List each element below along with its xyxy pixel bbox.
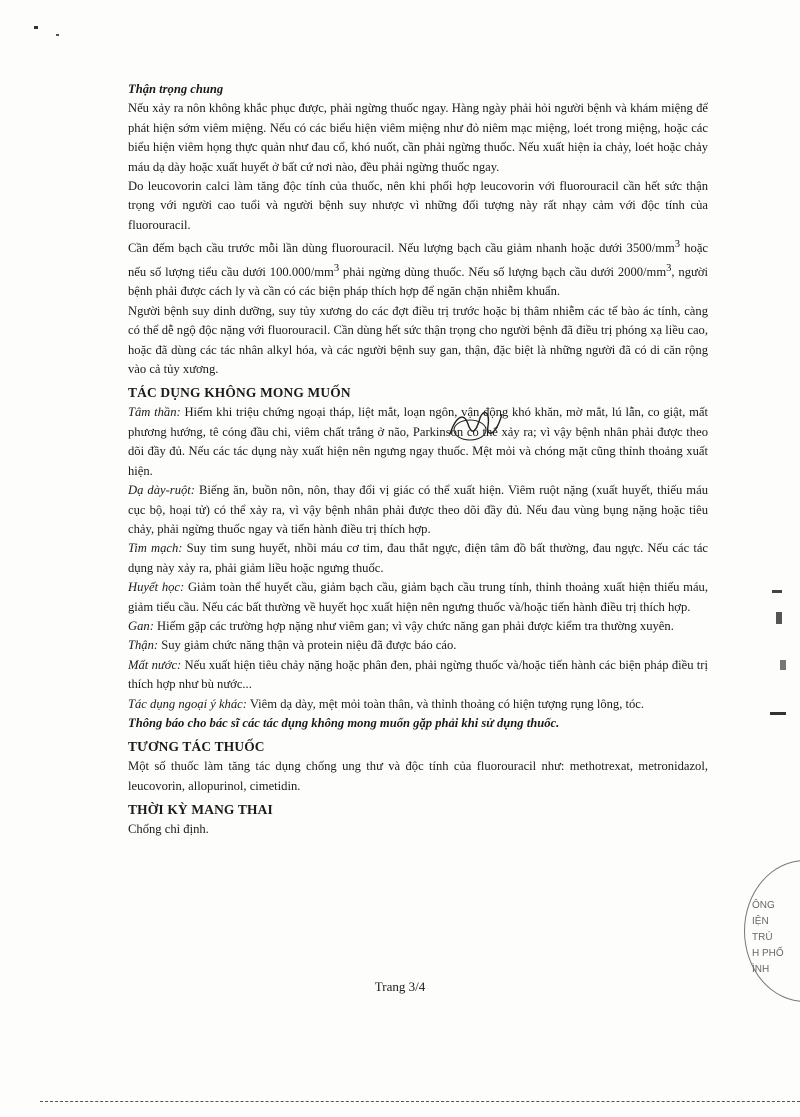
paragraph-hematology [128,578,708,617]
edge-mark [772,590,782,593]
paragraph-kidney [128,636,708,655]
label-cardiovascular: Tim mạch: [128,541,183,556]
paragraph-precautions-3 [128,235,708,302]
bottom-border-line [40,1101,800,1102]
paragraph-precautions-2: Do leucovorin calci làm tăng độc tính của thuốc, nên khi phối hợp leucovorin với fluorouracil cần hết sức thận trọng với người cao tuổi và người bệnh suy nhược vì những đối tượng này rất nhạy cảm với độc tính của fluorouracil. [128,179,708,232]
paragraph-other-effects [128,695,708,714]
superscript: 3 [674,239,681,251]
paragraph-precautions-1: Nếu xảy ra nôn không khắc phục được, phải ngừng thuốc ngay. Hàng ngày phải hỏi người bệnh và khám miệng để phát hiện sớm viêm miệng. Nếu có các biểu hiện viêm miệng như đỏ niêm mạc miệng, loét trong miệng, hoặc các biểu hiện viêm họng thực quản như đau cổ, khó nuốt, cần phải ngừng thuốc. Nếu xuất hiện ỉa chảy, loét hoặc chảy máu dạ dày hoặc xuất huyết ở bất cứ nơi nào, đều phải ngừng thuốc ngay. [128,101,708,174]
stamp-line: ÔNG [752,900,775,911]
section-heading-pregnancy: THỜI KỲ MANG THAI [128,802,273,818]
stamp-text [752,898,784,978]
notice-report-to-doctor: Thông báo cho bác sĩ các tác dụng không mong muốn gặp phải khi sử dụng thuốc. [128,715,560,730]
text-segment: phải ngừng dùng thuốc. Nếu số lượng bạch cầu dưới 2000/mm [339,265,667,280]
paragraph-precautions-4: Người bệnh suy dinh dưỡng, suy tủy xương do các đợt điều trị trước hoặc bị thâm nhiễm các tế bào ác tính, càng có thể dễ ngộ độc nặng với fluorouracil. Cần dùng hết sức thận trọng cho người bệnh đã điều trị phóng xạ liều cao, hoặc đã dùng các tác nhân alkyl hóa, và các người bệnh suy gan, thận, đặc biệt là những người đã có di căn rộng vào cả tủy xương. [128,303,708,377]
text-cardiovascular: Suy tim sung huyết, nhồi máu cơ tim, đau thắt ngực, điện tâm đồ bất thường, đau ngực. Nếu các tác dụng này xảy ra, phải giảm liều hoặc ngưng thuốc. [128,541,708,575]
stamp-line: TRÚ [752,932,773,943]
label-psychiatric: Tâm thần: [128,405,181,420]
edge-mark [776,612,782,624]
document-body [128,80,708,840]
scan-speck [56,34,59,36]
stamp-line: ÌNH [752,964,770,975]
text-liver: Hiếm gặp các trường hợp nặng như viêm gan; vì vậy chức năng gan phải được kiểm tra thường xuyên. [153,618,674,633]
text-dehydration: Nếu xuất hiện tiêu chảy nặng hoặc phân đen, phải ngừng thuốc và/hoặc tiến hành các biện pháp điều trị thích hợp như bù nước... [128,657,709,692]
text-hematology: Giảm toàn thể huyết cầu, giảm bạch cầu, giảm bạch cầu trung tính, thỉnh thoảng xuất hiện thiếu máu, giảm tiểu cầu. Nếu các bất thường về huyết học xuất hiện nên ngưng thuốc và/hoặc tiến hành điều trị thích hợp. [128,580,708,614]
label-hematology: Huyết học: [128,580,185,595]
text-other-effects: Viêm dạ dày, mệt mỏi toàn thân, và thỉnh thoảng có hiện tượng rụng lông, tóc. [246,696,645,711]
superscript: 3 [333,262,340,274]
paragraph-drug-interactions: Một số thuốc làm tăng tác dụng chống ung thư và độc tính của fluorouracil như: methotrexat, metronidazol, leucovorin, allopurinol, cimetidin. [128,759,708,793]
text-kidney: Suy giảm chức năng thận và protein niệu đã được báo cáo. [158,638,457,653]
edge-mark [770,712,786,715]
paragraph-psychiatric [128,403,708,481]
text-segment: , người bệnh phải được cách ly và cần có các biện pháp thích hợp để ngăn chặn nhiễm khuẩn. [128,265,708,299]
label-liver: Gan: [128,618,154,633]
page-number: Trang 3/4 [374,979,426,994]
label-dehydration: Mất nước: [128,657,182,672]
section-heading-drug-interactions: TƯƠNG TÁC THUỐC [128,739,265,755]
label-other-effects: Tác dụng ngoại ý khác: [128,696,247,711]
scan-speck [34,26,38,29]
text-psychiatric: Hiếm khi triệu chứng ngoại tháp, liệt mắt, loạn ngôn, vận động khó khăn, mờ mắt, lú lẫn, co giật, mất phương hướng, tê cóng đầu chi, viêm chất trắng ở não, Parkinson có thể xảy ra; vì vậy bệnh nhân phải được theo dõi đầy đủ. Nếu các tác dụng này xuất hiện nên ngưng ngay thuốc. Mệt mỏi và chóng mặt cũng thỉnh thoảng xuất hiện. [128,405,708,478]
superscript: 3 [666,262,672,274]
section-heading-adverse-effects: TÁC DỤNG KHÔNG MONG MUỐN [128,385,351,401]
text-segment: hoặc nếu số lượng tiểu cầu dưới 100.000/mm [128,241,708,280]
section-title-precautions: Thận trọng chung [128,82,224,96]
label-gastrointestinal: Dạ dày-ruột: [128,483,195,498]
paragraph-dehydration [128,656,708,695]
label-kidney: Thận: [128,638,159,653]
paragraph-pregnancy: Chống chỉ định. [128,822,209,837]
paragraph-gastrointestinal [128,481,708,539]
stamp-line: H PHỐ [752,948,784,959]
stamp-line: IỆN [752,916,769,927]
handwritten-signature [446,406,506,446]
text-segment: Cần đếm bạch cầu trước mỗi lần dùng fluorouracil. Nếu lượng bạch cầu giảm nhanh hoặc dưới 3500/mm [128,241,675,256]
edge-mark [780,660,786,670]
text-gastrointestinal: Biếng ăn, buồn nôn, nôn, thay đổi vị giác có thể xuất hiện. Viêm ruột nặng (xuất huyết, thiếu máu cục bộ, hoại tử) có thể xảy ra, vì vậy bệnh nhân phải được theo dõi đầy đủ. Nếu đau vùng bụng nặng hoặc tiêu chảy, phải ngừng thuốc ngay và tiến hành điều trị thích hợp. [128,483,708,536]
paragraph-cardiovascular [128,539,708,578]
paragraph-liver [128,617,708,636]
